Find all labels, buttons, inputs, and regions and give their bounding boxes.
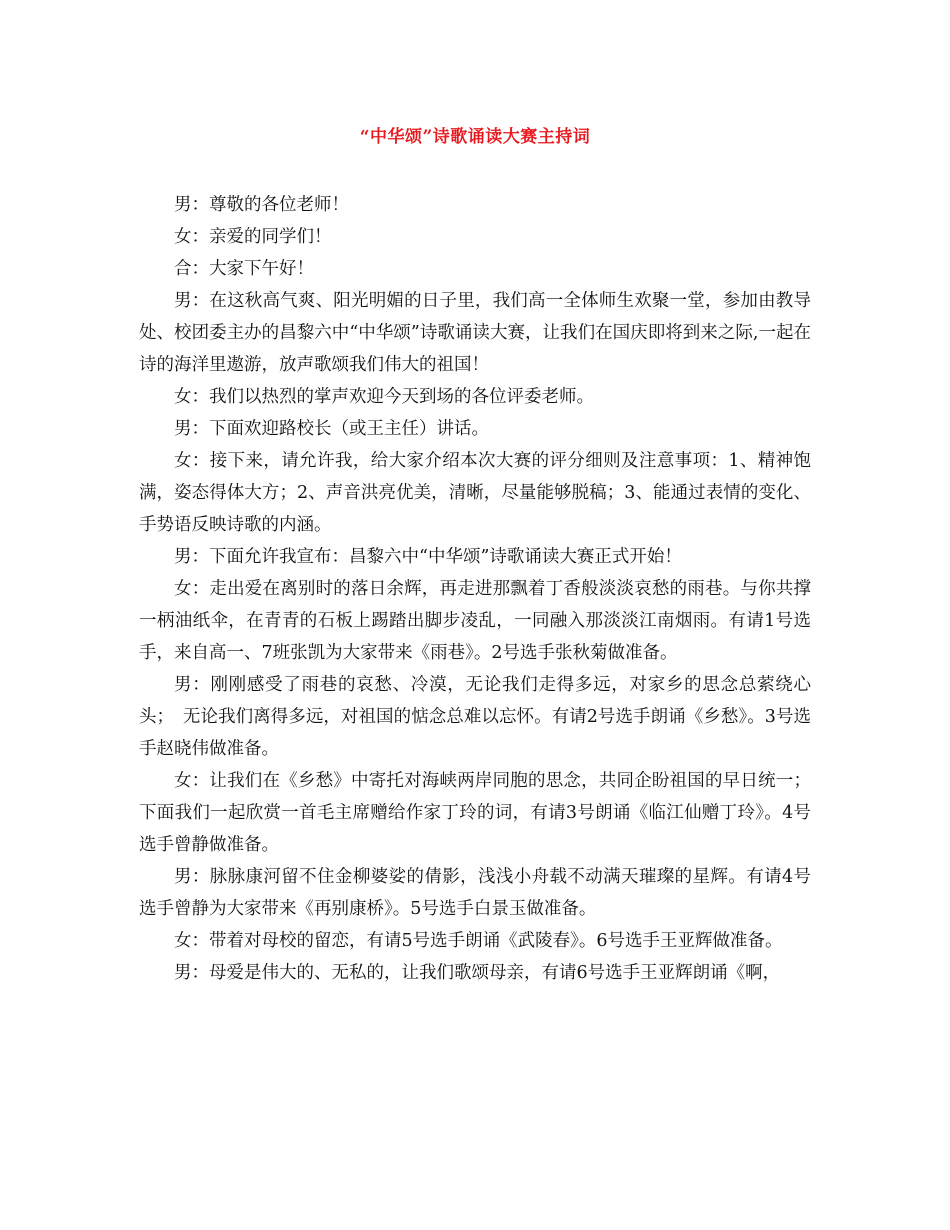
paragraph: 女：接下来，请允许我，给大家介绍本次大赛的评分细则及注意事项：1、精神饱满，姿态得体大方；2、声音洪亮优美，清晰，尽量能够脱稿；3、能通过表情的变化、手势语反映诗歌的内涵。 [139,451,811,535]
paragraph: 男：下面允许我宣布：昌黎六中“中华颂”诗歌诵读大赛正式开始！ [174,547,682,567]
paragraph: 男：在这秋高气爽、阳光明媚的日子里，我们高一全体师生欢聚一堂，参加由教导处、校团委主办的昌黎六中“中华颂”诗歌诵读大赛，让我们在国庆即将到来之际,一起在诗的海洋里遨游，放声歌颂我们伟大的祖国！ [139,291,811,375]
paragraph: 男：母爱是伟大的、无私的，让我们歌颂母亲，有请6号选手王亚辉朗诵《啊， [174,963,781,983]
paragraph: 男：尊敬的各位老师！ [174,195,349,215]
paragraph: 男：下面欢迎路校长（或王主任）讲话。 [174,419,489,439]
paragraph: 男：脉脉康河留不住金柳婆娑的倩影，浅浅小舟载不动满天璀璨的星辉。有请4号选手曾静为大家带来《再别康桥》。5号选手白景玉做准备。 [139,867,811,919]
paragraph: 合：大家下午好！ [174,259,314,279]
paragraph: 女：我们以热烈的掌声欢迎今天到场的各位评委老师。 [174,387,594,407]
document-title: “中华颂”诗歌诵读大赛主持词 [359,127,591,147]
paragraph: 男：刚刚感受了雨巷的哀愁、冷漠，无论我们走得多远，对家乡的思念总萦绕心头； 无论我们离得多远，对祖国的惦念总难以忘怀。有请2号选手朗诵《乡愁》。3号选手赵晓伟做准备。 [139,675,811,759]
document-body [139,189,811,989]
paragraph: 女：让我们在《乡愁》中寄托对海峡两岸同胞的思念，共同企盼祖国的早日统一；下面我们一起欣赏一首毛主席赠给作家丁玲的词，有请3号朗诵《临江仙赠丁玲》。4号选手曾静做准备。 [139,771,811,855]
paragraph: 女：带着对母校的留恋，有请5号选手朗诵《武陵春》。6号选手王亚辉做准备。 [174,931,783,951]
paragraph: 女：亲爱的同学们！ [174,227,332,247]
paragraph: 女：走出爱在离别时的落日余辉，再走进那飘着丁香般淡淡哀愁的雨巷。与你共撑一柄油纸伞，在青青的石板上踢踏出脚步凌乱，一同融入那淡淡江南烟雨。有请1号选手，来自高一、7班张凯为大家带来《雨巷》。2号选手张秋菊做准备。 [139,579,811,663]
